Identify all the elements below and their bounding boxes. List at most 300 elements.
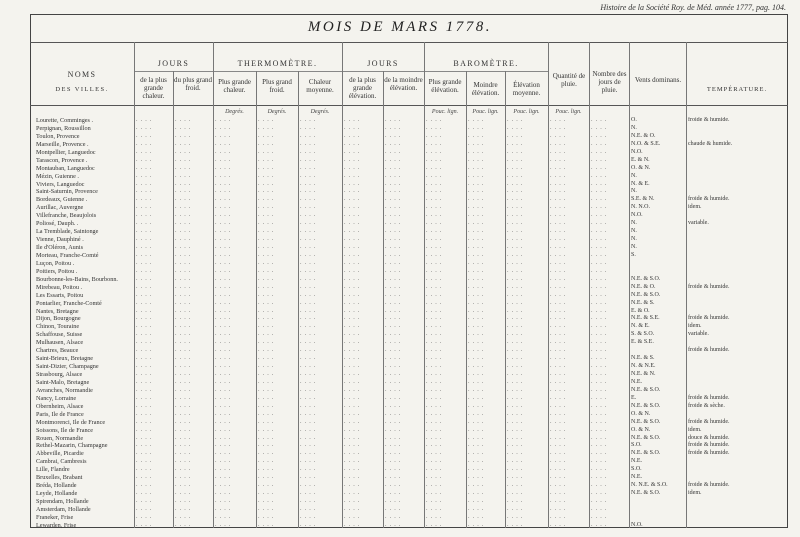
- data-cell: . . . .: [175, 482, 192, 489]
- city-name: Soissons, Ile de France: [36, 426, 94, 434]
- data-cell: . . . .: [507, 474, 524, 481]
- data-cell: . . . .: [385, 267, 402, 274]
- data-cell: . . . .: [426, 418, 443, 425]
- temperature-entry: [688, 292, 783, 300]
- data-cell: . . . .: [344, 402, 361, 409]
- data-cell: . . . .: [591, 490, 608, 497]
- data-cell: . . . .: [507, 220, 524, 227]
- data-cell: . . . .: [507, 259, 524, 266]
- data-cell: . . . .: [507, 347, 524, 354]
- data-cell: . . . .: [468, 458, 485, 465]
- data-cell: . . . .: [215, 228, 232, 235]
- data-cell: . . . .: [300, 347, 317, 354]
- data-cell: . . . .: [300, 140, 317, 147]
- data-cell: . . . .: [507, 283, 524, 290]
- data-cell: . . . .: [507, 386, 524, 393]
- data-cell: . . . .: [175, 212, 192, 219]
- data-cell: . . . .: [468, 434, 485, 441]
- data-column: [468, 117, 503, 530]
- data-cell: . . . .: [136, 355, 153, 362]
- data-cell: . . . .: [385, 156, 402, 163]
- wind-entry: N.E. & O.: [631, 283, 656, 290]
- data-cell: . . . .: [300, 339, 317, 346]
- data-cell: . . . .: [507, 275, 524, 282]
- data-cell: . . . .: [426, 450, 443, 457]
- data-cell: . . . .: [550, 505, 567, 512]
- data-cell: . . . .: [550, 228, 567, 235]
- data-cell: . . . .: [175, 196, 192, 203]
- col-rule: [383, 71, 384, 528]
- data-cell: . . . .: [175, 521, 192, 528]
- data-cell: . . . .: [468, 450, 485, 457]
- data-cell: . . . .: [591, 442, 608, 449]
- unit-pouces-lignes: Pouc. lign.: [555, 109, 582, 115]
- data-cell: . . . .: [344, 259, 361, 266]
- data-cell: . . . .: [550, 434, 567, 441]
- data-cell: . . . .: [468, 275, 485, 282]
- data-cell: . . . .: [300, 267, 317, 274]
- col-rule: [466, 71, 467, 528]
- wind-entry: N.E. & S.O.: [631, 434, 661, 441]
- data-cell: . . . .: [215, 402, 232, 409]
- data-cell: . . . .: [215, 291, 232, 298]
- wind-entry: N.O.: [631, 212, 643, 219]
- data-cell: . . . .: [215, 283, 232, 290]
- city-name: Amsterdam, Hollande: [36, 505, 91, 513]
- data-cell: . . . .: [507, 410, 524, 417]
- data-cell: . . . .: [591, 164, 608, 171]
- data-cell: . . . .: [175, 259, 192, 266]
- data-cell: . . . .: [300, 204, 317, 211]
- data-cell: . . . .: [426, 371, 443, 377]
- data-cell: . . . .: [175, 402, 192, 409]
- data-cell: . . . .: [385, 307, 402, 314]
- data-cell: . . . .: [385, 220, 402, 227]
- city-name: Spirendam, Hollande: [36, 498, 89, 505]
- data-cell: . . . .: [591, 148, 608, 155]
- data-cell: . . . .: [591, 180, 608, 187]
- data-cell: . . . .: [507, 315, 524, 322]
- wind-entry: N. N.E. & S.O.: [631, 482, 668, 489]
- data-cell: . . . .: [507, 117, 524, 123]
- wind-entry: N.E. & S.O.: [631, 275, 661, 282]
- data-cell: . . . .: [550, 180, 567, 187]
- data-cell: . . . .: [300, 172, 317, 179]
- data-cell: . . . .: [344, 251, 361, 258]
- data-cell: . . . .: [426, 180, 443, 187]
- data-cell: . . . .: [468, 228, 485, 235]
- data-cell: . . . .: [300, 275, 317, 282]
- data-cell: . . . .: [550, 466, 567, 473]
- data-cell: . . . .: [136, 482, 153, 489]
- data-cell: . . . .: [215, 196, 232, 203]
- data-cell: . . . .: [550, 188, 567, 195]
- data-cell: . . . .: [550, 124, 567, 131]
- data-cell: . . . .: [175, 307, 192, 314]
- data-cell: . . . .: [385, 474, 402, 481]
- data-cell: . . . .: [175, 267, 192, 274]
- data-cell: . . . .: [258, 267, 275, 274]
- data-cell: . . . .: [258, 307, 275, 314]
- data-cell: . . . .: [591, 418, 608, 425]
- temperature-entry: [688, 466, 783, 474]
- data-cell: . . . .: [344, 371, 361, 377]
- data-cell: . . . .: [468, 323, 485, 330]
- data-cell: . . . .: [426, 172, 443, 179]
- header-jours-barometre: JOURS: [367, 59, 399, 68]
- data-cell: . . . .: [385, 188, 402, 195]
- col-rule: [298, 71, 299, 528]
- data-cell: . . . .: [385, 172, 402, 179]
- data-cell: . . . .: [136, 307, 153, 314]
- data-cell: . . . .: [468, 386, 485, 393]
- data-cell: . . . .: [591, 513, 608, 520]
- data-cell: . . . .: [507, 434, 524, 441]
- data-cell: . . . .: [550, 442, 567, 449]
- data-cell: . . . .: [344, 474, 361, 481]
- city-name: Mirebeau, Poitou .: [36, 283, 83, 291]
- col-rule: [173, 71, 174, 528]
- subheader-chaleur-moyenne: Chaleur moyenne.: [306, 78, 334, 94]
- data-cell: . . . .: [175, 490, 192, 497]
- wind-entry: O.: [631, 117, 637, 123]
- data-cell: . . . .: [426, 410, 443, 417]
- wind-entry: [631, 506, 686, 514]
- data-cell: . . . .: [215, 180, 232, 187]
- data-cell: . . . .: [507, 363, 524, 370]
- data-cell: . . . .: [344, 291, 361, 298]
- data-cell: . . . .: [136, 315, 153, 322]
- data-cell: . . . .: [507, 291, 524, 298]
- wind-entry: N.O.: [631, 521, 643, 528]
- data-cell: . . . .: [468, 299, 485, 306]
- data-cell: . . . .: [550, 521, 567, 528]
- data-cell: . . . .: [591, 228, 608, 235]
- data-cell: . . . .: [215, 363, 232, 370]
- data-cell: . . . .: [426, 434, 443, 441]
- temperature-entry: froide & humide.: [688, 418, 730, 425]
- data-cell: . . . .: [258, 244, 275, 250]
- data-cell: . . . .: [300, 410, 317, 417]
- data-cell: . . . .: [507, 339, 524, 346]
- data-cell: . . . .: [300, 315, 317, 322]
- data-cell: . . . .: [258, 259, 275, 266]
- data-cell: . . . .: [344, 426, 361, 433]
- data-cell: . . . .: [468, 315, 485, 322]
- data-cell: . . . .: [300, 482, 317, 489]
- data-cell: . . . .: [385, 259, 402, 266]
- data-cell: . . . .: [215, 371, 232, 377]
- city-name: Dijon, Bourgogne: [36, 315, 81, 323]
- data-cell: . . . .: [385, 371, 402, 377]
- data-cell: . . . .: [136, 188, 153, 195]
- data-cell: . . . .: [550, 363, 567, 370]
- temperature-entry: froide & humide.: [688, 315, 730, 322]
- data-cell: . . . .: [550, 259, 567, 266]
- wind-entry: N.E. & S.: [631, 299, 655, 306]
- wind-entry: [631, 347, 686, 355]
- data-cell: . . . .: [215, 212, 232, 219]
- data-cell: . . . .: [507, 124, 524, 131]
- data-cell: . . . .: [344, 196, 361, 203]
- subheader-plus-grand-froid-jour: du plus grand froid.: [173, 76, 213, 92]
- data-cell: . . . .: [215, 482, 232, 489]
- city-name: Nantes, Bretagne: [36, 307, 79, 315]
- data-cell: . . . .: [591, 331, 608, 338]
- city-name: Saint-Brieux, Bretagne: [36, 355, 94, 363]
- data-cell: . . . .: [136, 402, 153, 409]
- data-cell: . . . .: [550, 402, 567, 409]
- data-cell: . . . .: [344, 315, 361, 322]
- data-cell: . . . .: [344, 323, 361, 330]
- data-cell: . . . .: [426, 291, 443, 298]
- city-name: Poitiers, Poitou .: [36, 267, 78, 275]
- data-cell: . . . .: [344, 521, 361, 528]
- data-cell: . . . .: [385, 386, 402, 393]
- data-cell: . . . .: [591, 188, 608, 195]
- data-cell: . . . .: [550, 140, 567, 147]
- data-cell: . . . .: [468, 347, 485, 354]
- data-cell: . . . .: [385, 275, 402, 282]
- data-cell: . . . .: [468, 188, 485, 195]
- data-cell: . . . .: [591, 347, 608, 354]
- wind-entry: N. & E.: [631, 323, 650, 330]
- city-name: Avranches, Normandie: [36, 386, 93, 394]
- temperature-entry: [688, 236, 783, 244]
- data-cell: . . . .: [215, 331, 232, 338]
- data-cell: . . . .: [385, 228, 402, 235]
- data-cell: . . . .: [215, 378, 232, 385]
- data-column: [175, 117, 211, 530]
- data-cell: . . . .: [385, 402, 402, 409]
- data-cell: . . . .: [175, 418, 192, 425]
- data-cell: . . . .: [385, 450, 402, 457]
- data-cell: . . . .: [136, 140, 153, 147]
- data-cell: . . . .: [300, 474, 317, 481]
- data-cell: . . . .: [468, 180, 485, 187]
- data-cell: . . . .: [258, 124, 275, 131]
- wind-entry: O. & N.: [631, 410, 651, 417]
- data-cell: . . . .: [136, 450, 153, 457]
- data-cell: . . . .: [426, 323, 443, 330]
- data-cell: . . . .: [550, 474, 567, 481]
- temperature-entry: [688, 355, 783, 363]
- data-cell: . . . .: [300, 521, 317, 528]
- data-cell: . . . .: [468, 505, 485, 512]
- city-name: Lewarden, Frise: [36, 521, 77, 529]
- data-cell: . . . .: [507, 156, 524, 163]
- data-cell: . . . .: [426, 482, 443, 489]
- data-cell: . . . .: [344, 236, 361, 243]
- data-cell: . . . .: [215, 347, 232, 354]
- data-cell: . . . .: [591, 259, 608, 266]
- city-name: Schaffouse, Suisse: [36, 331, 83, 339]
- data-cell: . . . .: [507, 307, 524, 314]
- data-cell: . . . .: [300, 458, 317, 465]
- data-cell: . . . .: [385, 442, 402, 449]
- temperature-entry: chaude & humide.: [688, 140, 733, 147]
- data-cell: . . . .: [258, 418, 275, 425]
- city-name: Nancy, Lorraine: [36, 394, 77, 402]
- data-cell: . . . .: [426, 132, 443, 139]
- data-cell: . . . .: [385, 505, 402, 512]
- city-name: Marseille, Provence .: [36, 140, 89, 148]
- data-cell: . . . .: [344, 378, 361, 385]
- data-cell: . . . .: [550, 426, 567, 433]
- temperature-entry: [688, 157, 783, 165]
- header-thermometre: THERMOMÈTRE.: [237, 59, 318, 68]
- temperature-entry: froide & sèche.: [688, 402, 725, 409]
- data-cell: . . . .: [215, 251, 232, 258]
- temperature-entry: [688, 379, 783, 387]
- data-cell: . . . .: [468, 394, 485, 401]
- data-cell: . . . .: [426, 196, 443, 203]
- data-cell: . . . .: [175, 450, 192, 457]
- temperature-entry: [688, 181, 783, 189]
- data-cell: . . . .: [385, 490, 402, 497]
- data-cell: . . . .: [344, 458, 361, 465]
- data-cell: . . . .: [344, 482, 361, 489]
- data-cell: . . . .: [344, 299, 361, 306]
- data-cell: . . . .: [258, 450, 275, 457]
- temperature-entry: idem.: [688, 323, 702, 330]
- data-cell: . . . .: [344, 386, 361, 393]
- data-cell: . . . .: [175, 291, 192, 298]
- data-cell: . . . .: [344, 212, 361, 219]
- data-column: [136, 117, 171, 530]
- data-cell: . . . .: [591, 434, 608, 441]
- data-cell: . . . .: [258, 156, 275, 163]
- temperature-entry: variable.: [688, 331, 709, 338]
- data-cell: . . . .: [300, 188, 317, 195]
- data-cell: . . . .: [591, 212, 608, 219]
- data-cell: . . . .: [468, 220, 485, 227]
- data-cell: . . . .: [468, 355, 485, 362]
- data-cell: . . . .: [215, 164, 232, 171]
- data-cell: . . . .: [507, 188, 524, 195]
- data-cell: . . . .: [215, 386, 232, 393]
- data-cell: . . . .: [550, 371, 567, 377]
- data-cell: . . . .: [136, 339, 153, 346]
- data-cell: . . . .: [344, 180, 361, 187]
- data-cell: . . . .: [344, 140, 361, 147]
- wind-entry: N. & E.: [631, 180, 650, 187]
- data-cell: . . . .: [591, 482, 608, 489]
- data-cell: . . . .: [507, 498, 524, 504]
- wind-entry: N.: [631, 220, 637, 227]
- data-cell: . . . .: [550, 513, 567, 520]
- temperature-entry: froide & humide.: [688, 482, 730, 489]
- data-cell: . . . .: [507, 482, 524, 489]
- wind-entry: N.E. & S.O.: [631, 291, 661, 298]
- data-cell: . . . .: [300, 355, 317, 362]
- data-cell: . . . .: [344, 394, 361, 401]
- data-cell: . . . .: [215, 394, 232, 401]
- data-cell: . . . .: [344, 220, 361, 227]
- data-cell: . . . .: [426, 164, 443, 171]
- data-cell: . . . .: [507, 490, 524, 497]
- data-cell: . . . .: [385, 315, 402, 322]
- wind-entry: [631, 514, 686, 522]
- data-cell: . . . .: [136, 172, 153, 179]
- wind-entry: N.E. & S.O.: [631, 418, 661, 425]
- subheader-plus-grande-chaleur-jour: de la plus grande chaleur.: [140, 76, 167, 100]
- data-cell: . . . .: [426, 339, 443, 346]
- data-cell: . . . .: [426, 220, 443, 227]
- data-column: [591, 117, 627, 530]
- wind-entry: N.E.: [631, 458, 642, 465]
- data-cell: . . . .: [591, 267, 608, 274]
- data-cell: . . . .: [591, 386, 608, 393]
- data-cell: . . . .: [300, 244, 317, 250]
- data-cell: . . . .: [344, 442, 361, 449]
- data-cell: . . . .: [468, 156, 485, 163]
- data-cell: . . . .: [550, 339, 567, 346]
- temperature-entry: variable.: [688, 220, 709, 227]
- data-cell: . . . .: [136, 466, 153, 473]
- data-cell: . . . .: [344, 275, 361, 282]
- data-cell: . . . .: [136, 426, 153, 433]
- data-cell: . . . .: [426, 466, 443, 473]
- data-cell: . . . .: [385, 164, 402, 171]
- data-cell: . . . .: [136, 275, 153, 282]
- data-cell: . . . .: [258, 132, 275, 139]
- data-cell: . . . .: [468, 371, 485, 377]
- wind-entry: N.: [631, 228, 637, 235]
- data-cell: . . . .: [215, 140, 232, 147]
- data-cell: . . . .: [550, 498, 567, 504]
- data-cell: . . . .: [468, 267, 485, 274]
- data-cell: . . . .: [300, 490, 317, 497]
- data-cell: . . . .: [344, 164, 361, 171]
- data-cell: . . . .: [136, 283, 153, 290]
- unit-pouces-lignes: Pouc. lign.: [431, 109, 459, 115]
- data-cell: . . . .: [136, 331, 153, 338]
- data-cell: . . . .: [215, 259, 232, 266]
- data-cell: . . . .: [344, 267, 361, 274]
- wind-entry: N.E.: [631, 474, 642, 481]
- data-cell: . . . .: [136, 196, 153, 203]
- wind-entry: [631, 260, 686, 268]
- data-cell: . . . .: [591, 450, 608, 457]
- unit-degres: Degrés.: [267, 109, 287, 115]
- data-cell: . . . .: [175, 394, 192, 401]
- data-cell: . . . .: [591, 474, 608, 481]
- temperature-entry: [688, 474, 783, 482]
- data-cell: . . . .: [550, 204, 567, 211]
- data-cell: . . . .: [300, 418, 317, 425]
- data-cell: . . . .: [468, 259, 485, 266]
- data-cell: . . . .: [175, 426, 192, 433]
- temperature-entry: froide & humide.: [688, 450, 730, 457]
- data-cell: . . . .: [550, 490, 567, 497]
- subheader-moindre-elevation-jour: de la moindre élévation.: [384, 76, 423, 92]
- data-cell: . . . .: [344, 505, 361, 512]
- page-title: MOIS DE MARS 1778.: [307, 19, 493, 35]
- data-cell: . . . .: [426, 299, 443, 306]
- data-cell: . . . .: [300, 386, 317, 393]
- data-cell: . . . .: [258, 204, 275, 211]
- data-cell: . . . .: [507, 323, 524, 330]
- data-cell: . . . .: [468, 212, 485, 219]
- data-cell: . . . .: [426, 426, 443, 433]
- wind-entry: N. N.O.: [631, 204, 650, 211]
- data-column: [215, 117, 254, 530]
- data-cell: . . . .: [550, 355, 567, 362]
- data-cell: . . . .: [550, 283, 567, 290]
- data-cell: . . . .: [468, 196, 485, 203]
- data-cell: . . . .: [550, 117, 567, 123]
